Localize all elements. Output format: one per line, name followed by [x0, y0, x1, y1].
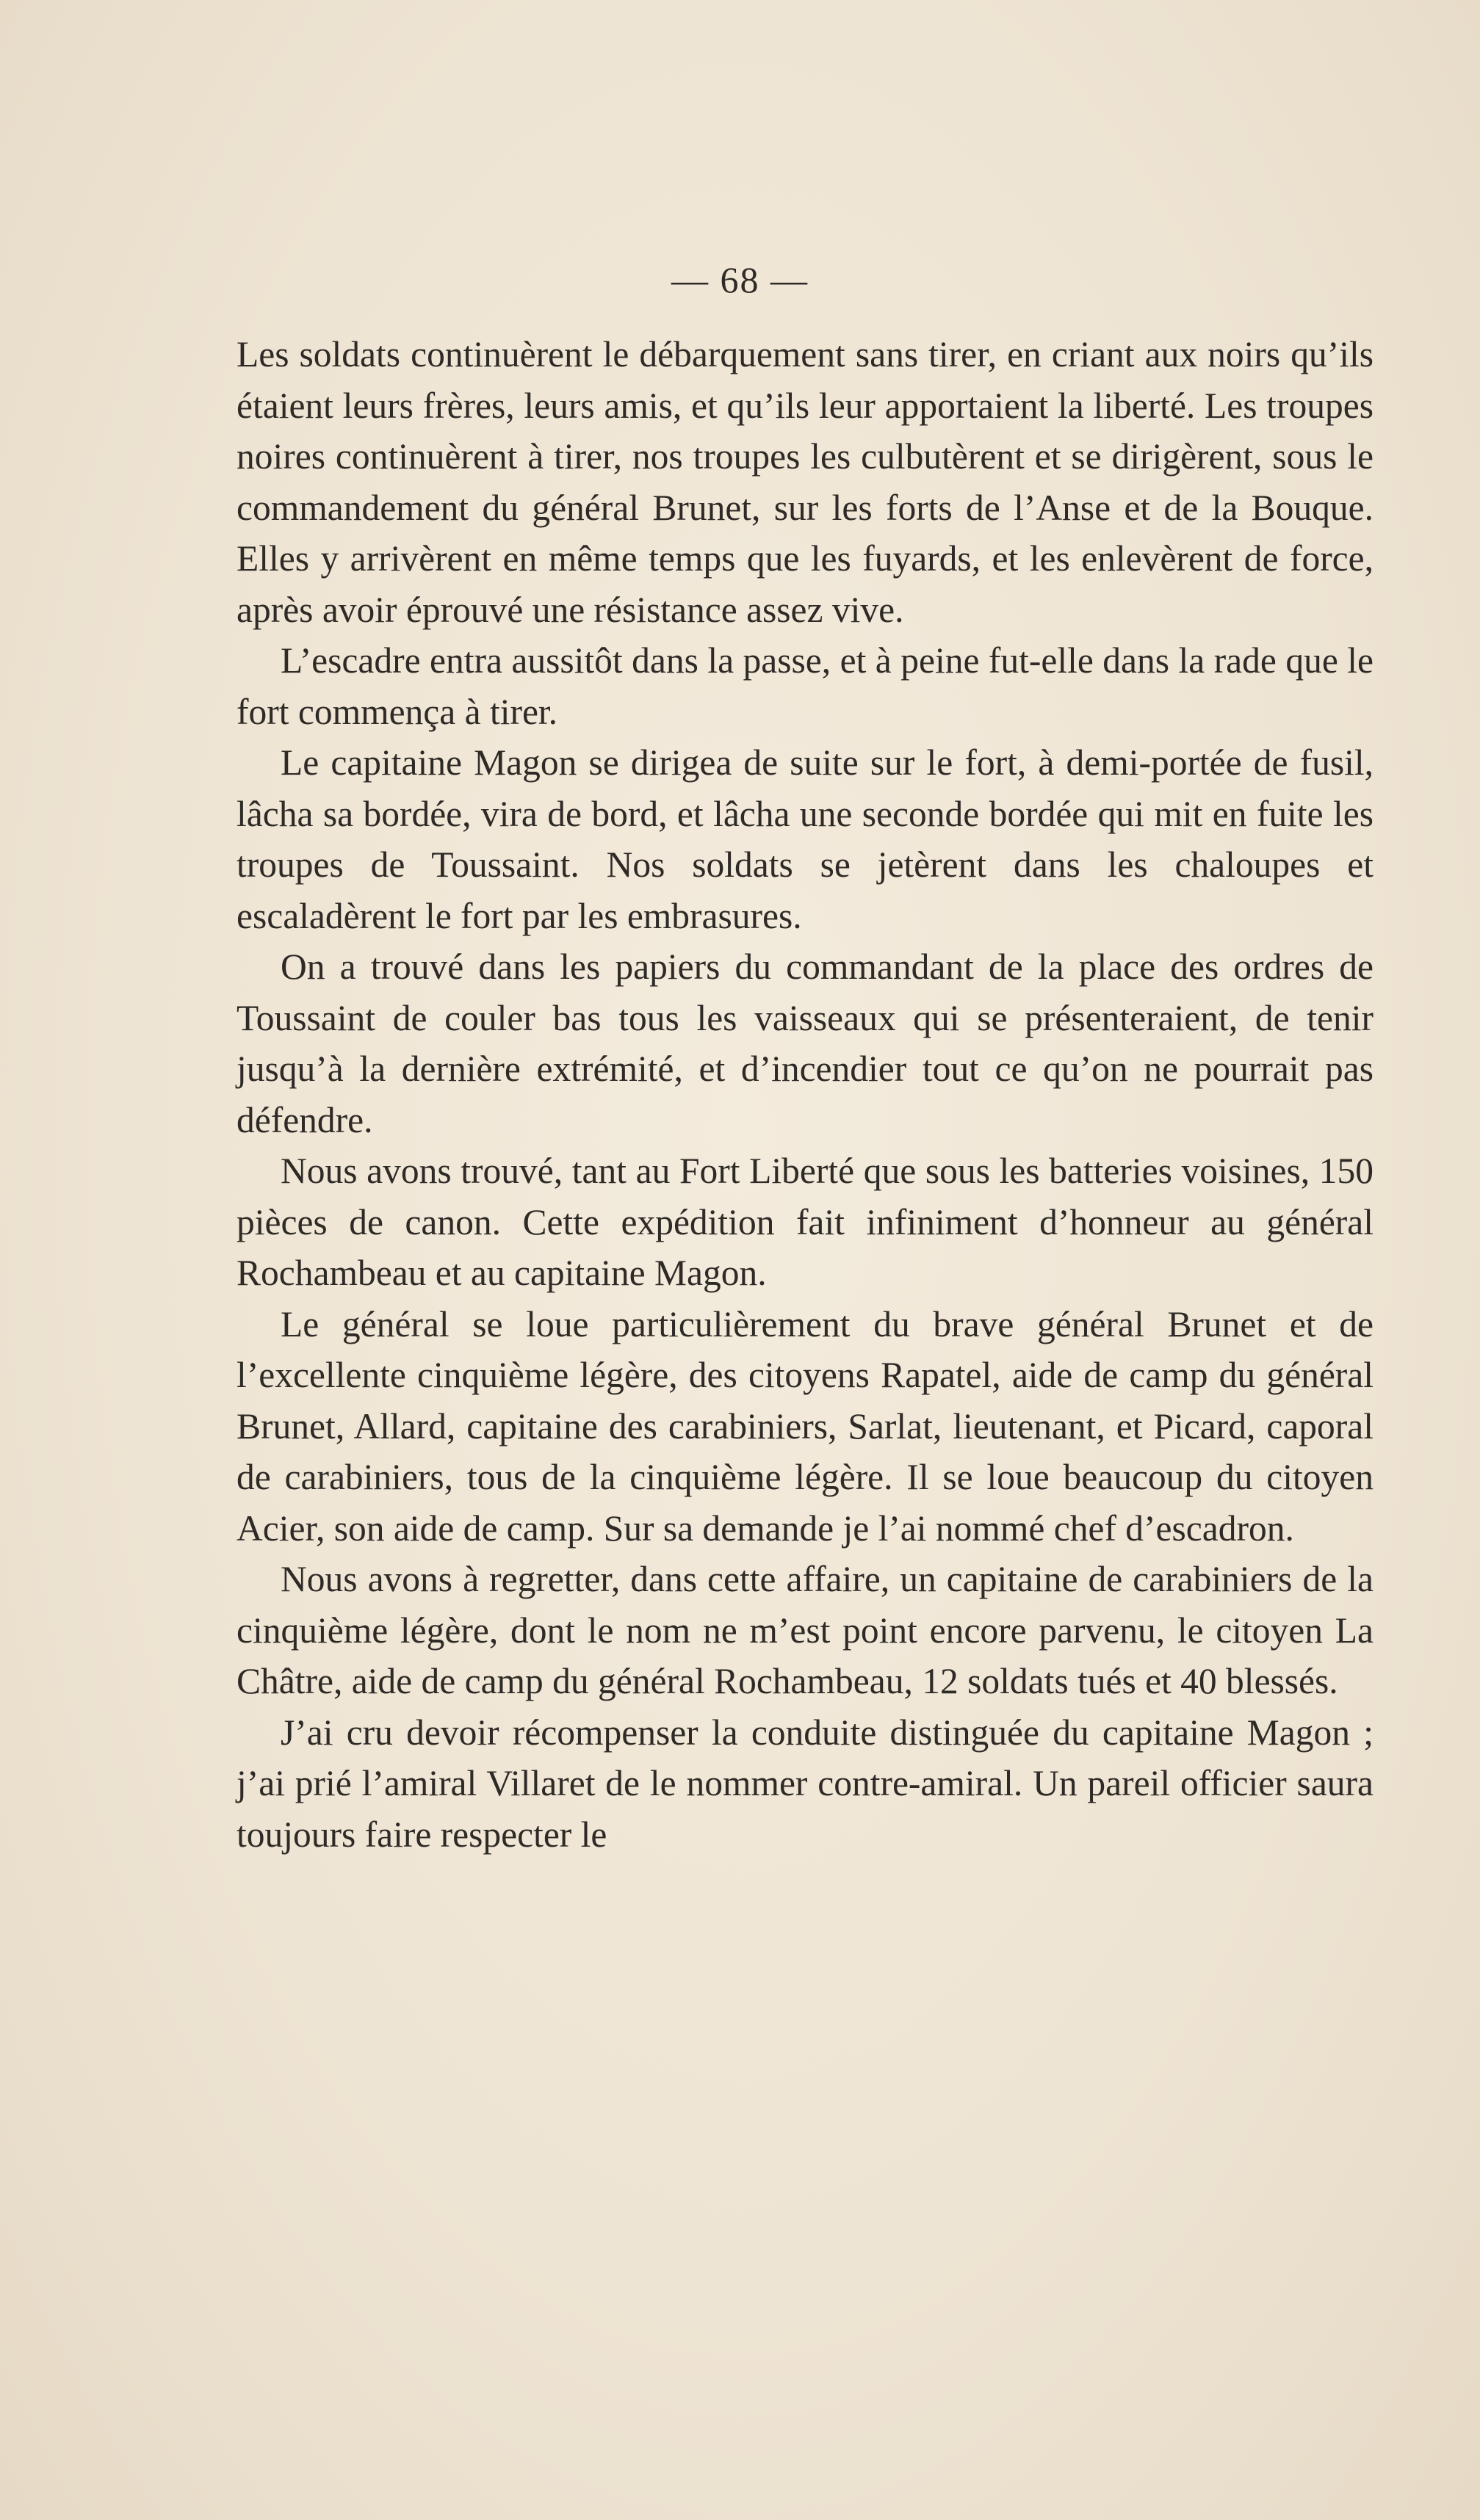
paragraph-4: On a trouvé dans les papiers du commandant de la place des ordres de Toussaint de couler bas tous les vaisseaux qui se présenteraient, de tenir jusqu’à la dernière extrémité, et d’incendier tout ce qu’on ne pourrait pas défendre. — [237, 946, 1373, 1140]
page-number: — 68 — — [671, 259, 809, 300]
paragraph-7: Nous avons à regretter, dans cette affaire, un capitaine de carabiniers de la cinquième légère, dont le nom ne m’est point encore parvenu, le citoyen La Châtre, aide de camp du général Rochambeau, 12 soldats tués et 40 blessés. — [237, 1559, 1373, 1701]
page-body — [237, 329, 1373, 1860]
paragraph-3: Le capitaine Magon se dirigea de suite sur le fort, à demi-portée de fusil, lâcha sa bordée, vira de bord, et lâcha une seconde bordée qui mit en fuite les troupes de Toussaint. Nos soldats se jetèrent dans les chaloupes et escaladèrent le fort par les embrasures. — [237, 742, 1373, 936]
paragraph-2: L’escadre entra aussitôt dans la passe, et à peine fut-elle dans la rade que le fort commença à tirer. — [237, 640, 1373, 732]
paragraph-5: Nous avons trouvé, tant au Fort Liberté que sous les batteries voisines, 150 pièces de canon. Cette expédition fait infiniment d’honneur au général Rochambeau et au capitaine Magon. — [237, 1151, 1373, 1293]
paragraph-8: J’ai cru devoir récompenser la conduite distinguée du capitaine Magon ; j’ai prié l’amiral Villaret de le nommer contre-amiral. Un pareil officier saura toujours faire respecter le — [237, 1712, 1373, 1855]
paragraph-6: Le général se loue particulièrement du brave général Brunet et de l’excellente cinquième légère, des citoyens Rapatel, aide de camp du général Brunet, Allard, capitaine des carabiniers, Sarlat, lieutenant, et Picard, caporal de carabiniers, tous de la cinquième légère. Il se loue beaucoup du citoyen Acier, son aide de camp. Sur sa demande je l’ai nommé chef d’escadron. — [237, 1303, 1373, 1549]
paragraph-1: Les soldats continuèrent le débarquement sans tirer, en criant aux noirs qu’ils étaient leurs frères, leurs amis, et qu’ils leur apportaient la liberté. Les troupes noires continuèrent à tirer, nos troupes les culbutèrent et se dirigèrent, sous le commandement du général Brunet, sur les forts de l’Anse et de la Bouque. Elles y arrivèrent en même temps que les fuyards, et les enlevèrent de force, après avoir éprouvé une résistance assez vive. — [237, 334, 1373, 630]
